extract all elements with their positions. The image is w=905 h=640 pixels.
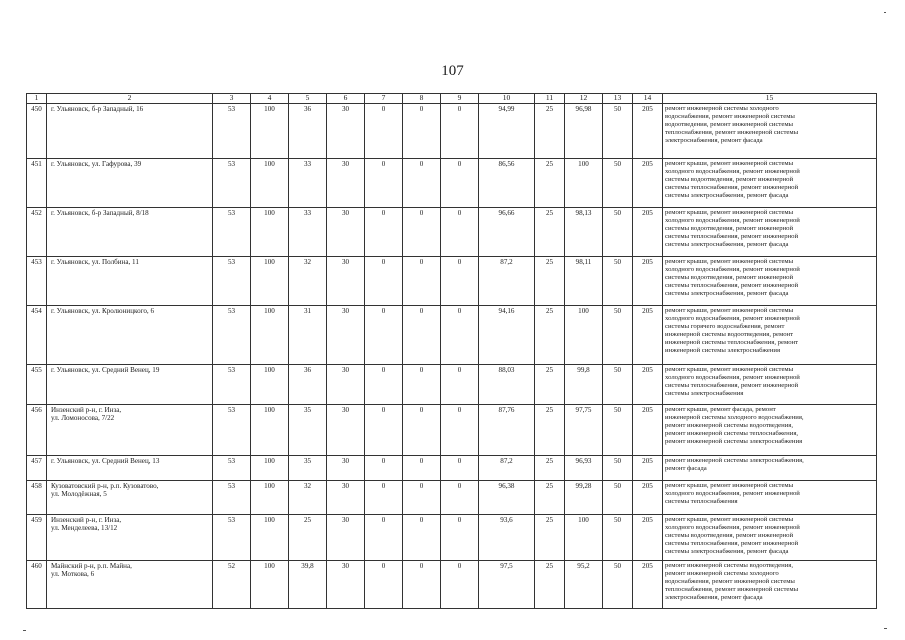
value-cell-c10: 88,03 [479, 364, 535, 404]
value-cell-c3: 53 [213, 455, 251, 480]
value-cell-c12: 98,11 [565, 256, 603, 305]
value-cell-c14: 205 [633, 455, 663, 480]
value-cell-c14: 205 [633, 207, 663, 256]
repair-works-line: ремонт инженерной системы холодного [665, 104, 779, 112]
value-cell-c10: 87,2 [479, 256, 535, 305]
address-line: г. Ульяновск, ул. Средний Венец, 13 [51, 456, 160, 465]
value-cell-c7: 0 [365, 158, 403, 207]
value-cell-c6: 30 [327, 560, 365, 608]
repair-works-line: теплоснабжения, ремонт инженерной системы [665, 128, 799, 136]
address-line: ул. Менделеева, 13/12 [51, 524, 118, 533]
row-number: 451 [27, 158, 47, 207]
value-cell-c4: 100 [251, 256, 289, 305]
scan-speck [23, 630, 26, 631]
value-cell-c3: 53 [213, 256, 251, 305]
value-cell-c3: 53 [213, 207, 251, 256]
repair-works-line: водоснабжения, ремонт инженерной системы [665, 112, 795, 120]
repair-works-line: ремонт инженерной системы холодного [665, 569, 779, 577]
repair-works-line: ремонт крыши, ремонт инженерной системы [665, 365, 794, 373]
repair-works-line: ремонт крыши, ремонт фасада, ремонт [665, 405, 776, 413]
repair-works-line: ремонт инженерной системы электроснабжения [665, 437, 803, 445]
value-cell-c12: 100 [565, 514, 603, 560]
repair-works-cell [663, 256, 877, 305]
value-cell-c4: 100 [251, 103, 289, 158]
column-number-14: 14 [633, 94, 663, 104]
repair-works-line: системы электроснабжения [665, 389, 744, 397]
repair-works-line: системы водоотведения, ремонт инженерной [665, 273, 794, 281]
value-cell-c11: 25 [535, 305, 565, 364]
address-line: ул. Моткова, 6 [51, 570, 95, 579]
value-cell-c11: 25 [535, 103, 565, 158]
value-cell-c4: 100 [251, 560, 289, 608]
repair-works-cell [663, 364, 877, 404]
value-cell-c4: 100 [251, 404, 289, 455]
repair-works-cell [663, 514, 877, 560]
table-row [27, 364, 877, 404]
value-cell-c11: 25 [535, 480, 565, 514]
value-cell-c10: 87,76 [479, 404, 535, 455]
value-cell-c14: 205 [633, 480, 663, 514]
column-number-11: 11 [535, 94, 565, 104]
repair-works-cell [663, 560, 877, 608]
repair-works-line: системы водоотведения, ремонт инженерной [665, 175, 794, 183]
address-cell [47, 158, 213, 207]
value-cell-c7: 0 [365, 455, 403, 480]
value-cell-c13: 50 [603, 305, 633, 364]
value-cell-c3: 53 [213, 305, 251, 364]
value-cell-c7: 0 [365, 514, 403, 560]
column-number-1: 1 [27, 94, 47, 104]
address-cell [47, 560, 213, 608]
repair-works-line: системы теплоснабжения [665, 497, 738, 505]
value-cell-c5: 36 [289, 103, 327, 158]
column-number-12: 12 [565, 94, 603, 104]
value-cell-c12: 100 [565, 305, 603, 364]
column-number-5: 5 [289, 94, 327, 104]
value-cell-c3: 53 [213, 364, 251, 404]
value-cell-c11: 25 [535, 256, 565, 305]
address-cell [47, 404, 213, 455]
page-number: 107 [441, 63, 464, 79]
table-row [27, 404, 877, 455]
value-cell-c6: 30 [327, 514, 365, 560]
value-cell-c5: 31 [289, 305, 327, 364]
value-cell-c5: 35 [289, 404, 327, 455]
value-cell-c10: 94,99 [479, 103, 535, 158]
repair-works-line: ремонт инженерной системы водоотведения, [665, 421, 794, 429]
address-line: г. Ульяновск, ул. Гафурова, 39 [51, 159, 142, 168]
table-row [27, 560, 877, 608]
value-cell-c14: 205 [633, 305, 663, 364]
address-line: Инзенский р-н, г. Инза, [51, 405, 122, 414]
value-cell-c8: 0 [403, 103, 441, 158]
repair-works-line: ремонт крыши, ремонт инженерной системы [665, 208, 794, 216]
value-cell-c9: 0 [441, 480, 479, 514]
value-cell-c14: 205 [633, 560, 663, 608]
repair-works-line: системы водоотведения, ремонт инженерной [665, 224, 794, 232]
row-number: 450 [27, 103, 47, 158]
value-cell-c9: 0 [441, 158, 479, 207]
repair-works-line: ремонт инженерной системы водоотведения, [665, 561, 794, 569]
repair-works-line: теплоснабжения, ремонт инженерной системы [665, 585, 799, 593]
value-cell-c13: 50 [603, 560, 633, 608]
value-cell-c9: 0 [441, 256, 479, 305]
repair-works-line: инженерной системы холодного водоснабжения, [665, 413, 804, 421]
repair-works-line: холодного водоснабжения, ремонт инженерной [665, 489, 800, 497]
column-number-3: 3 [213, 94, 251, 104]
address-cell [47, 455, 213, 480]
value-cell-c5: 32 [289, 256, 327, 305]
value-cell-c3: 53 [213, 514, 251, 560]
value-cell-c5: 25 [289, 514, 327, 560]
address-cell [47, 207, 213, 256]
value-cell-c13: 50 [603, 480, 633, 514]
value-cell-c8: 0 [403, 207, 441, 256]
repair-works-line: холодного водоснабжения, ремонт инженерной [665, 314, 800, 322]
column-number-4: 4 [251, 94, 289, 104]
value-cell-c12: 95,2 [565, 560, 603, 608]
repair-works-line: ремонт крыши, ремонт инженерной системы [665, 515, 794, 523]
value-cell-c6: 30 [327, 207, 365, 256]
value-cell-c9: 0 [441, 404, 479, 455]
address-line: ул. Молодёжная, 5 [51, 490, 107, 499]
repair-works-cell [663, 480, 877, 514]
value-cell-c6: 30 [327, 305, 365, 364]
value-cell-c13: 50 [603, 207, 633, 256]
repair-works-line: электроснабжения, ремонт фасада [665, 593, 763, 601]
value-cell-c11: 25 [535, 455, 565, 480]
value-cell-c6: 30 [327, 364, 365, 404]
value-cell-c10: 94,16 [479, 305, 535, 364]
address-line: г. Ульяновск, б-р Западный, 8/18 [51, 208, 149, 217]
row-number: 454 [27, 305, 47, 364]
value-cell-c4: 100 [251, 305, 289, 364]
repair-works-line: ремонт крыши, ремонт инженерной системы [665, 159, 794, 167]
column-number-9: 9 [441, 94, 479, 104]
value-cell-c10: 87,2 [479, 455, 535, 480]
repair-works-line: системы электроснабжения, ремонт фасада [665, 240, 789, 248]
row-number: 457 [27, 455, 47, 480]
column-number-7: 7 [365, 94, 403, 104]
value-cell-c9: 0 [441, 514, 479, 560]
value-cell-c11: 25 [535, 207, 565, 256]
value-cell-c6: 30 [327, 256, 365, 305]
address-line: Инзенский р-н, г. Инза, [51, 515, 122, 524]
value-cell-c13: 50 [603, 256, 633, 305]
address-cell [47, 103, 213, 158]
value-cell-c12: 99,8 [565, 364, 603, 404]
repair-works-cell [663, 455, 877, 480]
value-cell-c6: 30 [327, 103, 365, 158]
column-number-row [27, 94, 877, 104]
value-cell-c14: 205 [633, 103, 663, 158]
address-line: Кузоватовский р-н, р.п. Кузоватово, [51, 481, 159, 490]
repair-works-line: холодного водоснабжения, ремонт инженерной [665, 265, 800, 273]
address-line: г. Ульяновск, ул. Кролюницкого, 6 [51, 306, 154, 315]
value-cell-c12: 98,13 [565, 207, 603, 256]
address-cell [47, 305, 213, 364]
column-number-15: 15 [663, 94, 877, 104]
value-cell-c12: 96,93 [565, 455, 603, 480]
value-cell-c7: 0 [365, 480, 403, 514]
value-cell-c6: 30 [327, 480, 365, 514]
value-cell-c9: 0 [441, 560, 479, 608]
value-cell-c13: 50 [603, 404, 633, 455]
address-line: г. Ульяновск, б-р Западный, 16 [51, 104, 144, 113]
value-cell-c5: 33 [289, 158, 327, 207]
row-number: 459 [27, 514, 47, 560]
value-cell-c13: 50 [603, 514, 633, 560]
row-number: 458 [27, 480, 47, 514]
value-cell-c11: 25 [535, 514, 565, 560]
table-row [27, 103, 877, 158]
value-cell-c13: 50 [603, 158, 633, 207]
row-number: 455 [27, 364, 47, 404]
value-cell-c9: 0 [441, 207, 479, 256]
value-cell-c10: 86,56 [479, 158, 535, 207]
value-cell-c14: 205 [633, 364, 663, 404]
value-cell-c11: 25 [535, 560, 565, 608]
value-cell-c8: 0 [403, 158, 441, 207]
value-cell-c3: 53 [213, 103, 251, 158]
scan-speck [884, 12, 886, 13]
table-row [27, 480, 877, 514]
repair-works-line: системы теплоснабжения, ремонт инженерной [665, 539, 799, 547]
value-cell-c6: 30 [327, 158, 365, 207]
value-cell-c11: 25 [535, 364, 565, 404]
value-cell-c9: 0 [441, 455, 479, 480]
table-row [27, 256, 877, 305]
column-number-2: 2 [47, 94, 213, 104]
value-cell-c12: 96,98 [565, 103, 603, 158]
value-cell-c13: 50 [603, 364, 633, 404]
repair-works-line: холодного водоснабжения, ремонт инженерной [665, 167, 800, 175]
table-row [27, 207, 877, 256]
value-cell-c5: 33 [289, 207, 327, 256]
address-cell [47, 364, 213, 404]
value-cell-c8: 0 [403, 560, 441, 608]
repair-works-line: ремонт крыши, ремонт инженерной системы [665, 481, 794, 489]
address-line: г. Ульяновск, ул. Средний Венец, 19 [51, 365, 160, 374]
value-cell-c3: 53 [213, 480, 251, 514]
value-cell-c5: 32 [289, 480, 327, 514]
table-row [27, 305, 877, 364]
address-cell [47, 514, 213, 560]
value-cell-c14: 205 [633, 158, 663, 207]
repair-works-line: системы теплоснабжения, ремонт инженерной [665, 183, 799, 191]
repair-works-line: системы электроснабжения, ремонт фасада [665, 547, 789, 555]
repair-works-line: холодного водоснабжения, ремонт инженерной [665, 373, 800, 381]
value-cell-c8: 0 [403, 364, 441, 404]
table-body [27, 103, 877, 608]
repair-works-cell [663, 404, 877, 455]
scan-speck [884, 628, 887, 629]
repair-works-line: системы горячего водоснабжения, ремонт [665, 322, 785, 330]
value-cell-c7: 0 [365, 404, 403, 455]
value-cell-c12: 99,28 [565, 480, 603, 514]
value-cell-c5: 35 [289, 455, 327, 480]
value-cell-c6: 30 [327, 455, 365, 480]
repair-works-cell [663, 305, 877, 364]
repair-works-line: инженерной системы электроснабжения [665, 347, 781, 354]
value-cell-c3: 53 [213, 404, 251, 455]
value-cell-c6: 30 [327, 404, 365, 455]
value-cell-c13: 50 [603, 455, 633, 480]
value-cell-c8: 0 [403, 256, 441, 305]
value-cell-c8: 0 [403, 480, 441, 514]
value-cell-c5: 39,8 [289, 560, 327, 608]
repair-works-line: системы водоотведения, ремонт инженерной [665, 531, 794, 539]
value-cell-c13: 50 [603, 103, 633, 158]
value-cell-c8: 0 [403, 455, 441, 480]
value-cell-c12: 100 [565, 158, 603, 207]
table-row [27, 514, 877, 560]
value-cell-c7: 0 [365, 207, 403, 256]
value-cell-c4: 100 [251, 364, 289, 404]
value-cell-c4: 100 [251, 455, 289, 480]
address-line: ул. Ломоносова, 7/22 [51, 414, 115, 423]
column-number-6: 6 [327, 94, 365, 104]
repair-works-line: ремонт инженерной системы электроснабжения, [665, 456, 804, 464]
value-cell-c7: 0 [365, 560, 403, 608]
value-cell-c12: 97,75 [565, 404, 603, 455]
value-cell-c8: 0 [403, 305, 441, 364]
value-cell-c3: 52 [213, 560, 251, 608]
repair-works-line: системы теплоснабжения, ремонт инженерной [665, 281, 799, 289]
value-cell-c14: 205 [633, 514, 663, 560]
repair-works-line: системы теплоснабжения, ремонт инженерной [665, 232, 799, 240]
value-cell-c14: 205 [633, 256, 663, 305]
repair-works-line: системы электроснабжения, ремонт фасада [665, 191, 789, 199]
table-row [27, 158, 877, 207]
row-number: 453 [27, 256, 47, 305]
repair-works-cell [663, 207, 877, 256]
repair-program-table [26, 93, 877, 609]
table-row [27, 455, 877, 480]
value-cell-c4: 100 [251, 158, 289, 207]
value-cell-c10: 96,66 [479, 207, 535, 256]
repair-works-line: электроснабжения, ремонт фасада [665, 136, 763, 144]
value-cell-c7: 0 [365, 103, 403, 158]
value-cell-c9: 0 [441, 103, 479, 158]
repair-works-line: ремонт крыши, ремонт инженерной системы [665, 306, 794, 314]
value-cell-c7: 0 [365, 256, 403, 305]
repair-works-line: ремонт инженерной системы теплоснабжения, [665, 429, 799, 437]
value-cell-c10: 96,38 [479, 480, 535, 514]
row-number: 460 [27, 560, 47, 608]
value-cell-c8: 0 [403, 404, 441, 455]
value-cell-c8: 0 [403, 514, 441, 560]
row-number: 456 [27, 404, 47, 455]
column-number-10: 10 [479, 94, 535, 104]
repair-works-line: системы электроснабжения, ремонт фасада [665, 289, 789, 297]
repair-works-line: инженерной системы теплоснабжения, ремонт [665, 338, 799, 346]
value-cell-c4: 100 [251, 207, 289, 256]
value-cell-c4: 100 [251, 480, 289, 514]
value-cell-c5: 36 [289, 364, 327, 404]
repair-works-line: ремонт крыши, ремонт инженерной системы [665, 257, 794, 265]
repair-works-line: холодного водоснабжения, ремонт инженерной [665, 523, 800, 531]
repair-works-line: водоотведения, ремонт инженерной системы [665, 120, 794, 128]
row-number: 452 [27, 207, 47, 256]
column-number-8: 8 [403, 94, 441, 104]
address-line: г. Ульяновск, ул. Полбина, 11 [51, 257, 139, 266]
value-cell-c7: 0 [365, 364, 403, 404]
value-cell-c7: 0 [365, 305, 403, 364]
value-cell-c11: 25 [535, 158, 565, 207]
repair-works-line: системы теплоснабжения, ремонт инженерной [665, 381, 799, 389]
value-cell-c11: 25 [535, 404, 565, 455]
value-cell-c14: 205 [633, 404, 663, 455]
value-cell-c10: 97,5 [479, 560, 535, 608]
value-cell-c9: 0 [441, 364, 479, 404]
repair-works-line: холодного водоснабжения, ремонт инженерной [665, 216, 800, 224]
repair-works-cell [663, 158, 877, 207]
address-cell [47, 480, 213, 514]
address-line: Майнский р-н, р.п. Майна, [51, 561, 132, 570]
repair-works-line: водоснабжения, ремонт инженерной системы [665, 577, 795, 585]
repair-works-cell [663, 103, 877, 158]
address-cell [47, 256, 213, 305]
repair-works-line: ремонт фасада [665, 464, 707, 472]
column-number-13: 13 [603, 94, 633, 104]
repair-works-line: инженерной системы водоотведения, ремонт [665, 330, 794, 338]
value-cell-c10: 93,6 [479, 514, 535, 560]
value-cell-c3: 53 [213, 158, 251, 207]
value-cell-c4: 100 [251, 514, 289, 560]
value-cell-c9: 0 [441, 305, 479, 364]
